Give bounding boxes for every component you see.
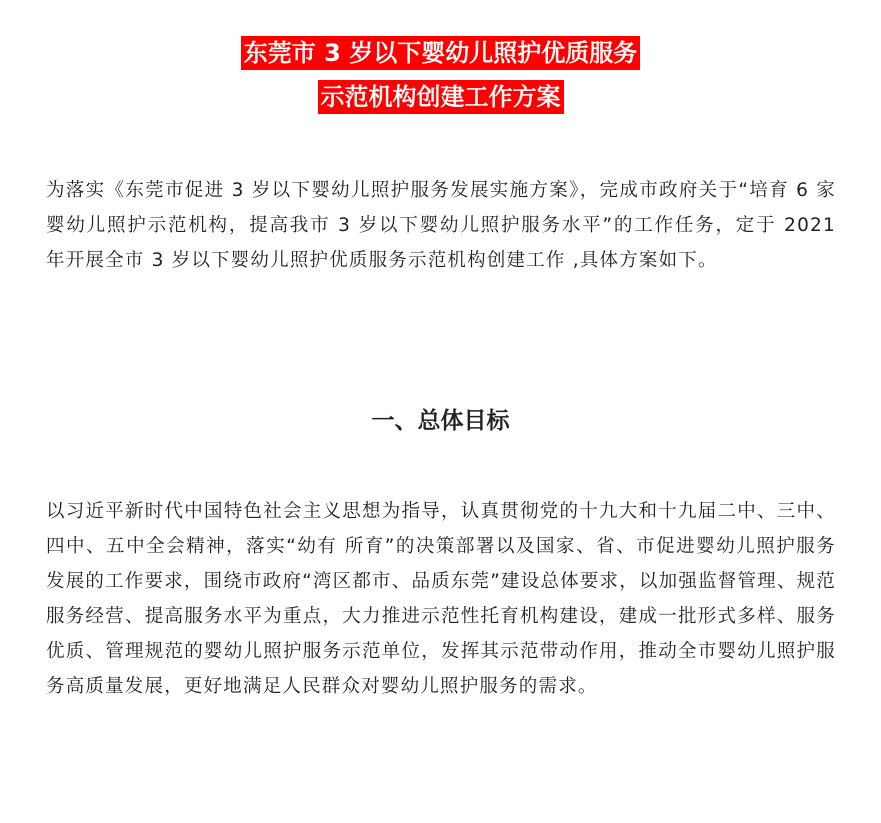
title-line-2: 示范机构创建工作方案 (318, 80, 564, 114)
document-title (0, 36, 881, 114)
section-paragraph-overall-goal: 以习近平新时代中国特色社会主义思想为指导，认真贯彻党的十九大和十九届二中、三中、四中、五中全会精神，落实“幼有 所育”的决策部署以及国家、省、市促进婴幼儿照护服务发展的工作要求，围绕市政府“湾区都市、品质东莞”建设总体要求，以加强监督管理、规范服务经营、提高服务水平为重点，大力推进示范性托育机构建设，建成一批形式多样、服务优质、管理规范的婴幼儿照护服务示范单位，发挥其示范带动作用，推动全市婴幼儿照护服务高质量发展，更好地满足人民群众对婴幼儿照护服务的需求。 (46, 501, 836, 697)
intro-paragraph: 为落实《东莞市促进 3 岁以下婴幼儿照护服务发展实施方案》，完成市政府关于“培育 6 家婴幼儿照护示范机构，提高我市 3 岁以下婴幼儿照护服务水平”的工作任务，定于 2021 年开展全市 3 岁以下婴幼儿照护优质服务示范机构创建工作 ,具体方案如下。 (46, 180, 836, 271)
section-heading-overall-goal: 一、总体目标 (371, 408, 510, 434)
title-line-1: 东莞市 3 岁以下婴幼儿照护优质服务 (241, 36, 640, 70)
